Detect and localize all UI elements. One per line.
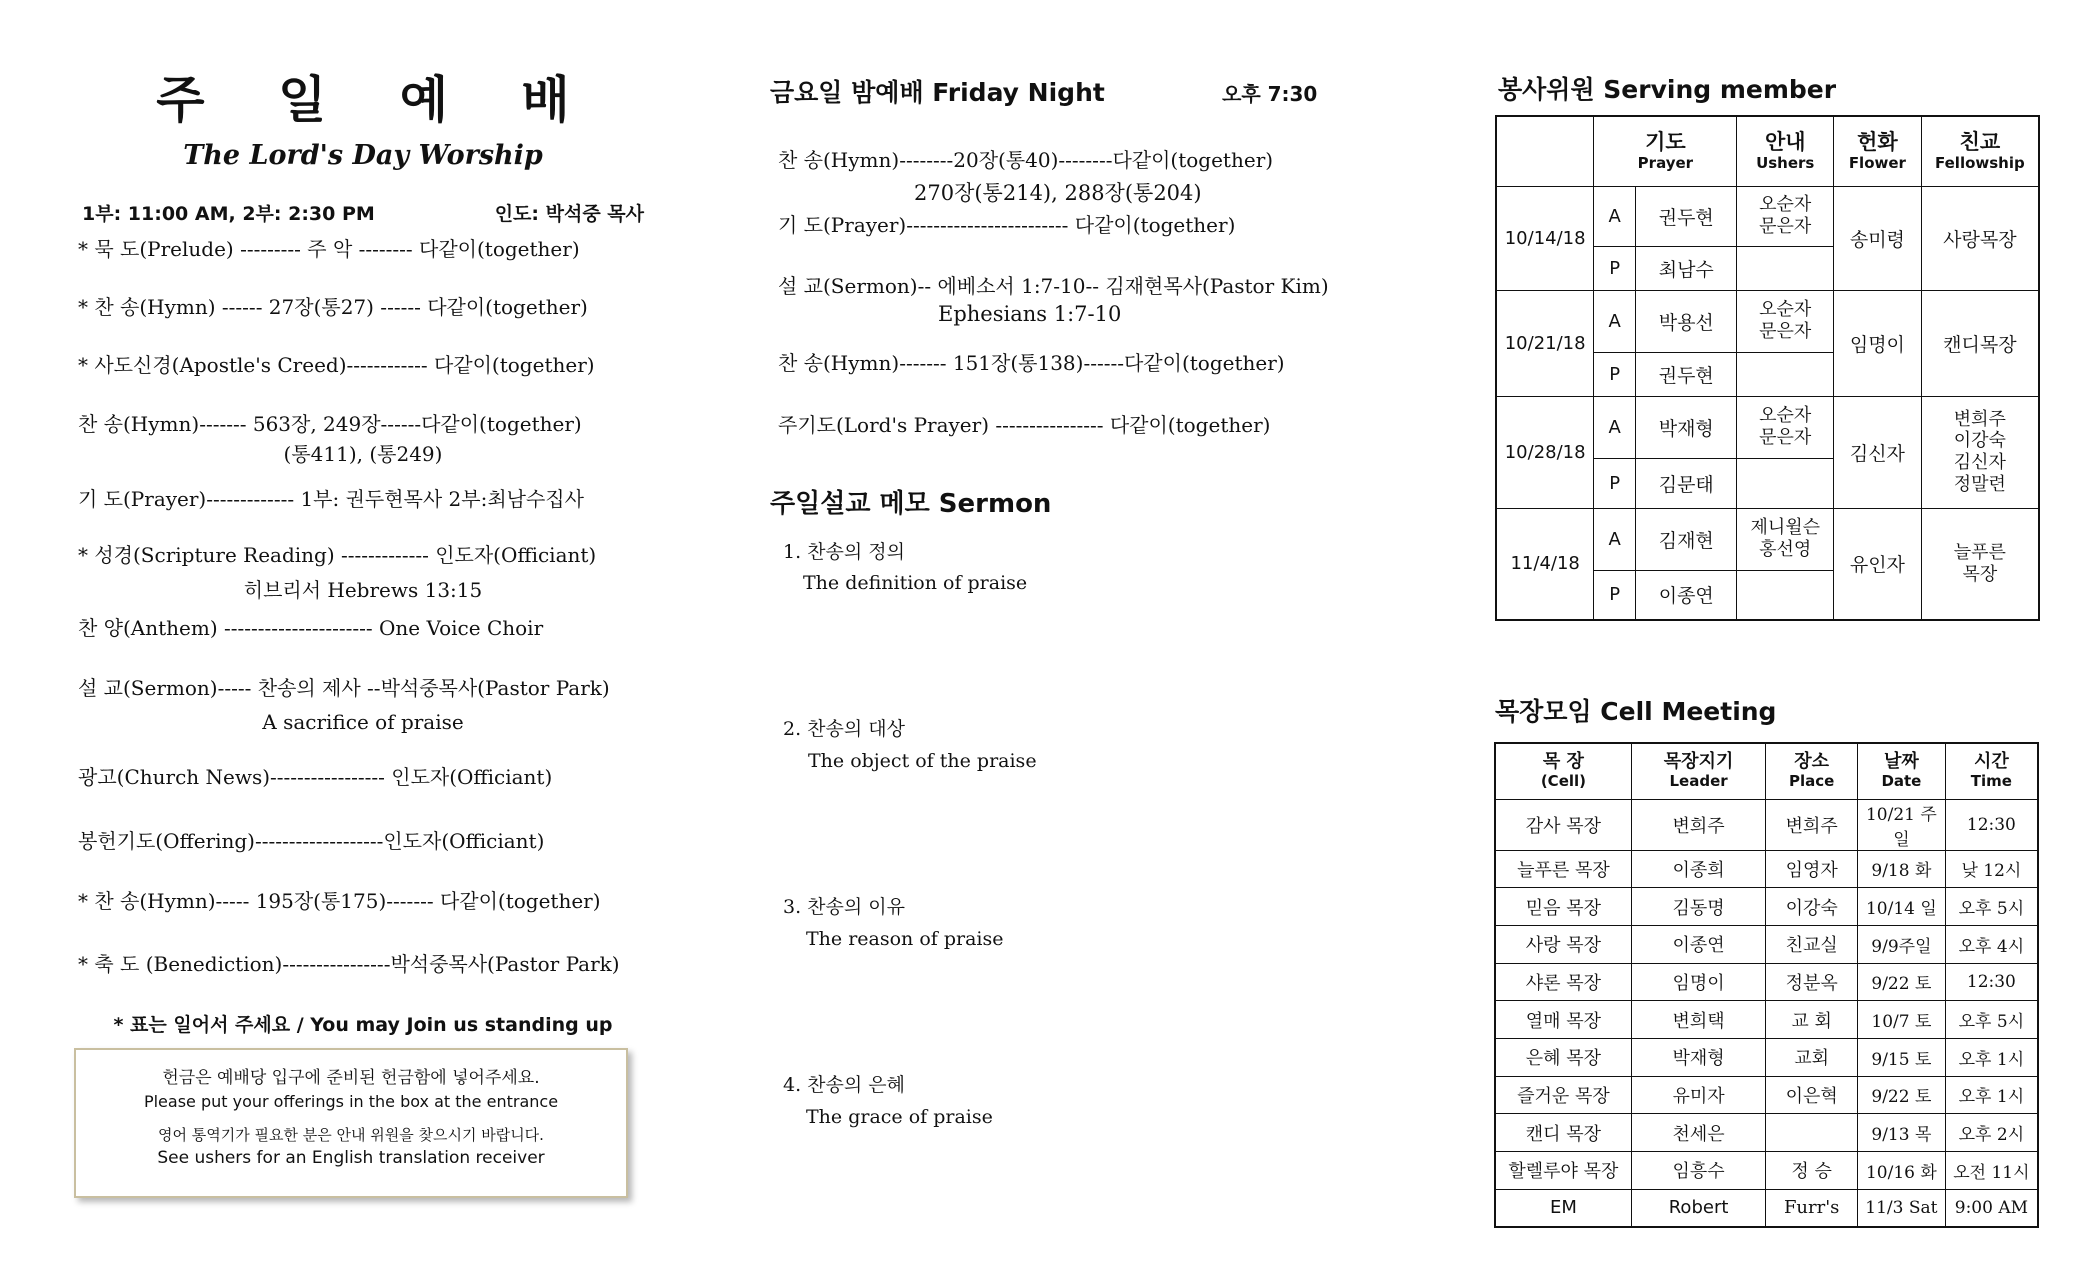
order-item-scripture: * 성경(Scripture Reading) ------------- 인도자(Officiant): [78, 543, 597, 567]
cell-cell: 샤론 목장: [1495, 963, 1631, 1001]
service-label-a: A: [1594, 508, 1636, 570]
friday-lords-prayer: 주기도(Lord's Prayer) ---------------- 다같이(together): [778, 413, 1271, 437]
table-row: [1495, 925, 2038, 963]
cell-header-row: [1495, 743, 2038, 799]
serving-date: 10/28/18: [1496, 396, 1594, 508]
service-label-p: P: [1594, 570, 1636, 620]
friday-hymn-2: 찬 송(Hymn)------- 151장(통138)------다같이(together): [778, 351, 1285, 375]
serving-row: [1496, 396, 2039, 458]
cell-place: 정분옥: [1766, 963, 1858, 1001]
cell-place: 정 승: [1766, 1152, 1858, 1190]
table-row: [1495, 963, 2038, 1001]
order-item-scripture-ref: 히브리서 Hebrews 13:15: [243, 578, 483, 602]
cell-place: 친교실: [1766, 925, 1858, 963]
cell-date: 9/22 토: [1858, 963, 1946, 1001]
cell-leader: 김동명: [1631, 888, 1765, 926]
prayer-a: 김재현: [1636, 508, 1737, 570]
fellowship: 사랑목장: [1921, 186, 2039, 290]
table-row: [1495, 1038, 2038, 1076]
offering-notice-en: Please put your offerings in the box at the entrance: [143, 1092, 559, 1112]
table-row: [1495, 888, 2038, 926]
table-row: [1495, 799, 2038, 850]
cell-time: 오후 5시: [1945, 1001, 2038, 1039]
cell-time: 오전 11시: [1945, 1152, 2038, 1190]
cell-time: 오후 5시: [1945, 888, 2038, 926]
table-row: [1495, 1001, 2038, 1039]
cell-time: 12:30: [1945, 799, 2038, 850]
translation-notice-ko: 영어 통역기가 필요한 분은 안내 위원을 찾으시기 바랍니다.: [158, 1125, 544, 1144]
cell-place: 교회: [1766, 1038, 1858, 1076]
cell-leader: 이종연: [1631, 925, 1765, 963]
cell-header-leader: 목장지기 Leader: [1631, 743, 1765, 799]
fellowship: 캔디목장: [1921, 290, 2039, 396]
cell-cell: 사랑 목장: [1495, 925, 1631, 963]
cell-cell: 은혜 목장: [1495, 1038, 1631, 1076]
prayer-p: 이종연: [1636, 570, 1737, 620]
prayer-a: 박재형: [1636, 396, 1737, 458]
prayer-a: 권두현: [1636, 186, 1737, 246]
cell-meeting-heading: 목장모임 Cell Meeting: [1495, 697, 1777, 726]
flower: 유인자: [1834, 508, 1922, 620]
serving-header-ushers: 안내 Ushers: [1737, 116, 1834, 186]
order-item-hymn-1: * 찬 송(Hymn) ------ 27장(통27) ------ 다같이(together): [78, 295, 588, 319]
prayer-p: 김문태: [1636, 458, 1737, 508]
cell-date: 11/3 Sat: [1858, 1189, 1946, 1227]
worship-title-korean: 주 일 예 배: [156, 71, 598, 129]
cell-leader: 변희택: [1631, 1001, 1765, 1039]
order-item-hymn-2: 찬 송(Hymn)------- 563장, 249장------다같이(together): [78, 412, 582, 436]
cell-date: 9/15 토: [1858, 1038, 1946, 1076]
cell-place: [1766, 1114, 1858, 1152]
cell-cell: 감사 목장: [1495, 799, 1631, 850]
cell-date: 10/21 주일: [1858, 799, 1946, 850]
cell-cell: 열매 목장: [1495, 1001, 1631, 1039]
cell-time: 12:30: [1945, 963, 2038, 1001]
table-row: [1495, 1152, 2038, 1190]
friday-sermon-ref: Ephesians 1:7-10: [938, 302, 1122, 326]
cell-time: 9:00 AM: [1945, 1189, 2038, 1227]
service-label-p: P: [1594, 352, 1636, 396]
serving-header-prayer: 기도 Prayer: [1594, 116, 1737, 186]
ushers-a: 제니윌슨 홍선영: [1737, 508, 1834, 570]
cell-date: 10/7 토: [1858, 1001, 1946, 1039]
serving-date: 10/21/18: [1496, 290, 1594, 396]
serving-row: [1496, 508, 2039, 570]
friday-time: 오후 7:30: [1222, 82, 1318, 106]
memo-point-4-ko: 4. 찬송의 은혜: [783, 1074, 905, 1096]
ushers-a: 오순자 문은자: [1737, 396, 1834, 458]
cell-date: 10/16 화: [1858, 1152, 1946, 1190]
cell-place: Furr's: [1766, 1189, 1858, 1227]
prayer-a: 박용선: [1636, 290, 1737, 352]
table-row: [1495, 850, 2038, 888]
serving-header-fellowship: 친교 Fellowship: [1921, 116, 2039, 186]
cell-place: 이은혁: [1766, 1076, 1858, 1114]
serving-header-flower: 헌화 Flower: [1834, 116, 1922, 186]
cell-place: 변희주: [1766, 799, 1858, 850]
serving-date: 11/4/18: [1496, 508, 1594, 620]
ushers-p: [1737, 570, 1834, 620]
friday-heading: 금요일 밤예배 Friday Night: [770, 78, 1105, 107]
ushers-p: [1737, 246, 1834, 290]
cell-time: 오후 2시: [1945, 1114, 2038, 1152]
memo-point-1-en: The definition of praise: [803, 572, 1028, 594]
offering-notice-ko: 헌금은 예배당 입구에 준비된 헌금함에 넣어주세요.: [162, 1068, 540, 1088]
cell-cell: 캔디 목장: [1495, 1114, 1631, 1152]
fellowship: 늘푸른 목장: [1921, 508, 2039, 620]
cell-time: 오후 4시: [1945, 925, 2038, 963]
order-item-offering: 봉헌기도(Offering)-------------------인도자(Officiant): [78, 829, 545, 853]
cell-meeting-rows: [1495, 799, 2038, 1227]
order-item-benediction: * 축 도 (Benediction)----------------박석중목사(Pastor Park): [78, 952, 620, 976]
service-label-a: A: [1594, 396, 1636, 458]
cell-time: 오후 1시: [1945, 1076, 2038, 1114]
cell-cell: EM: [1495, 1189, 1631, 1227]
friday-prayer: 기 도(Prayer)------------------------ 다같이(together): [778, 213, 1236, 237]
order-item-hymn-2-alt: (통411), (통249): [283, 442, 443, 466]
cell-header-time: 시간 Time: [1945, 743, 2038, 799]
cell-place: 교 회: [1766, 1001, 1858, 1039]
service-label-p: P: [1594, 458, 1636, 508]
cell-leader: Robert: [1631, 1189, 1765, 1227]
friday-hymn-1-alt: 270장(통214), 288장(통204): [914, 181, 1202, 205]
service-times: 1부: 11:00 AM, 2부: 2:30 PM: [82, 203, 375, 225]
service-leader: 인도: 박석중 목사: [494, 203, 644, 225]
order-item-sermon: 설 교(Sermon)----- 찬송의 제사 --박석중목사(Pastor Park): [78, 676, 610, 700]
cell-date: 9/22 토: [1858, 1076, 1946, 1114]
order-item-anthem: 찬 양(Anthem) ---------------------- One Voice Choir: [78, 616, 544, 640]
cell-header-place: 장소 Place: [1766, 743, 1858, 799]
prayer-p: 권두현: [1636, 352, 1737, 396]
table-row: [1495, 1076, 2038, 1114]
prayer-p: 최남수: [1636, 246, 1737, 290]
serving-members-table: [1495, 115, 2040, 621]
memo-point-3-ko: 3. 찬송의 이유: [783, 896, 905, 918]
cell-cell: 즐거운 목장: [1495, 1076, 1631, 1114]
flower: 임명이: [1834, 290, 1922, 396]
ushers-a: 오순자 문은자: [1737, 290, 1834, 352]
table-row: [1495, 1114, 2038, 1152]
cell-leader: 박재형: [1631, 1038, 1765, 1076]
ushers-p: [1737, 352, 1834, 396]
cell-date: 9/9주일: [1858, 925, 1946, 963]
serving-heading: 봉사위원 Serving member: [1498, 75, 1837, 104]
cell-leader: 이종희: [1631, 850, 1765, 888]
standing-note: * 표는 일어서 주세요 / You may Join us standing up: [113, 1014, 613, 1036]
cell-cell: 늘푸른 목장: [1495, 850, 1631, 888]
translation-notice-en: See ushers for an English translation receiver: [157, 1147, 545, 1168]
order-item-prayer: 기 도(Prayer)------------- 1부: 권두현목사 2부:최남수집사: [78, 487, 584, 511]
cell-date: 9/13 목: [1858, 1114, 1946, 1152]
memo-point-1-ko: 1. 찬송의 정의: [783, 541, 905, 563]
cell-meeting-table: [1494, 742, 2039, 1228]
order-item-news: 광고(Church News)----------------- 인도자(Officiant): [78, 765, 553, 789]
table-row: [1495, 1189, 2038, 1227]
serving-header-row: [1496, 116, 2039, 186]
cell-leader: 천세은: [1631, 1114, 1765, 1152]
cell-leader: 유미자: [1631, 1076, 1765, 1114]
memo-point-3-en: The reason of praise: [806, 928, 1004, 950]
cell-cell: 할렐루야 목장: [1495, 1152, 1631, 1190]
cell-leader: 변희주: [1631, 799, 1765, 850]
friday-hymn-1: 찬 송(Hymn)--------20장(통40)--------다같이(together): [778, 148, 1274, 172]
cell-place: 임영자: [1766, 850, 1858, 888]
service-label-a: A: [1594, 290, 1636, 352]
ushers-p: [1737, 458, 1834, 508]
cell-header-cell: 목 장 (Cell): [1495, 743, 1631, 799]
cell-date: 9/18 화: [1858, 850, 1946, 888]
cell-time: 오후 1시: [1945, 1038, 2038, 1076]
serving-row: [1496, 186, 2039, 246]
serving-date: 10/14/18: [1496, 186, 1594, 290]
friday-sermon: 설 교(Sermon)-- 에베소서 1:7-10-- 김재현목사(Pastor Kim): [778, 274, 1329, 298]
cell-time: 낮 12시: [1945, 850, 2038, 888]
order-item-hymn-3: * 찬 송(Hymn)----- 195장(통175)------- 다같이(together): [78, 889, 601, 913]
sermon-memo-heading: 주일설교 메모 Sermon: [770, 489, 1052, 519]
service-label-a: A: [1594, 186, 1636, 246]
serving-row: [1496, 290, 2039, 352]
worship-title-english: The Lord's Day Worship: [183, 140, 543, 171]
cell-leader: 임흥수: [1631, 1152, 1765, 1190]
cell-place: 이강숙: [1766, 888, 1858, 926]
order-item-prelude: * 묵 도(Prelude) --------- 주 악 -------- 다같이(together): [78, 237, 580, 261]
service-label-p: P: [1594, 246, 1636, 290]
cell-header-date: 날짜 Date: [1858, 743, 1946, 799]
memo-point-4-en: The grace of praise: [806, 1106, 993, 1128]
memo-point-2-ko: 2. 찬송의 대상: [783, 718, 905, 740]
offering-notice-box: [74, 1048, 628, 1198]
cell-date: 10/14 일: [1858, 888, 1946, 926]
fellowship: 변희주 이강숙 김신자 정말련: [1921, 396, 2039, 508]
serving-header-date: [1496, 116, 1594, 186]
cell-cell: 믿음 목장: [1495, 888, 1631, 926]
flower: 송미령: [1834, 186, 1922, 290]
ushers-a: 오순자 문은자: [1737, 186, 1834, 246]
order-item-sermon-title: A sacrifice of praise: [262, 710, 464, 734]
flower: 김신자: [1834, 396, 1922, 508]
order-item-creed: * 사도신경(Apostle's Creed)------------ 다같이(together): [78, 353, 595, 377]
cell-leader: 임명이: [1631, 963, 1765, 1001]
memo-point-2-en: The object of the praise: [808, 750, 1037, 772]
